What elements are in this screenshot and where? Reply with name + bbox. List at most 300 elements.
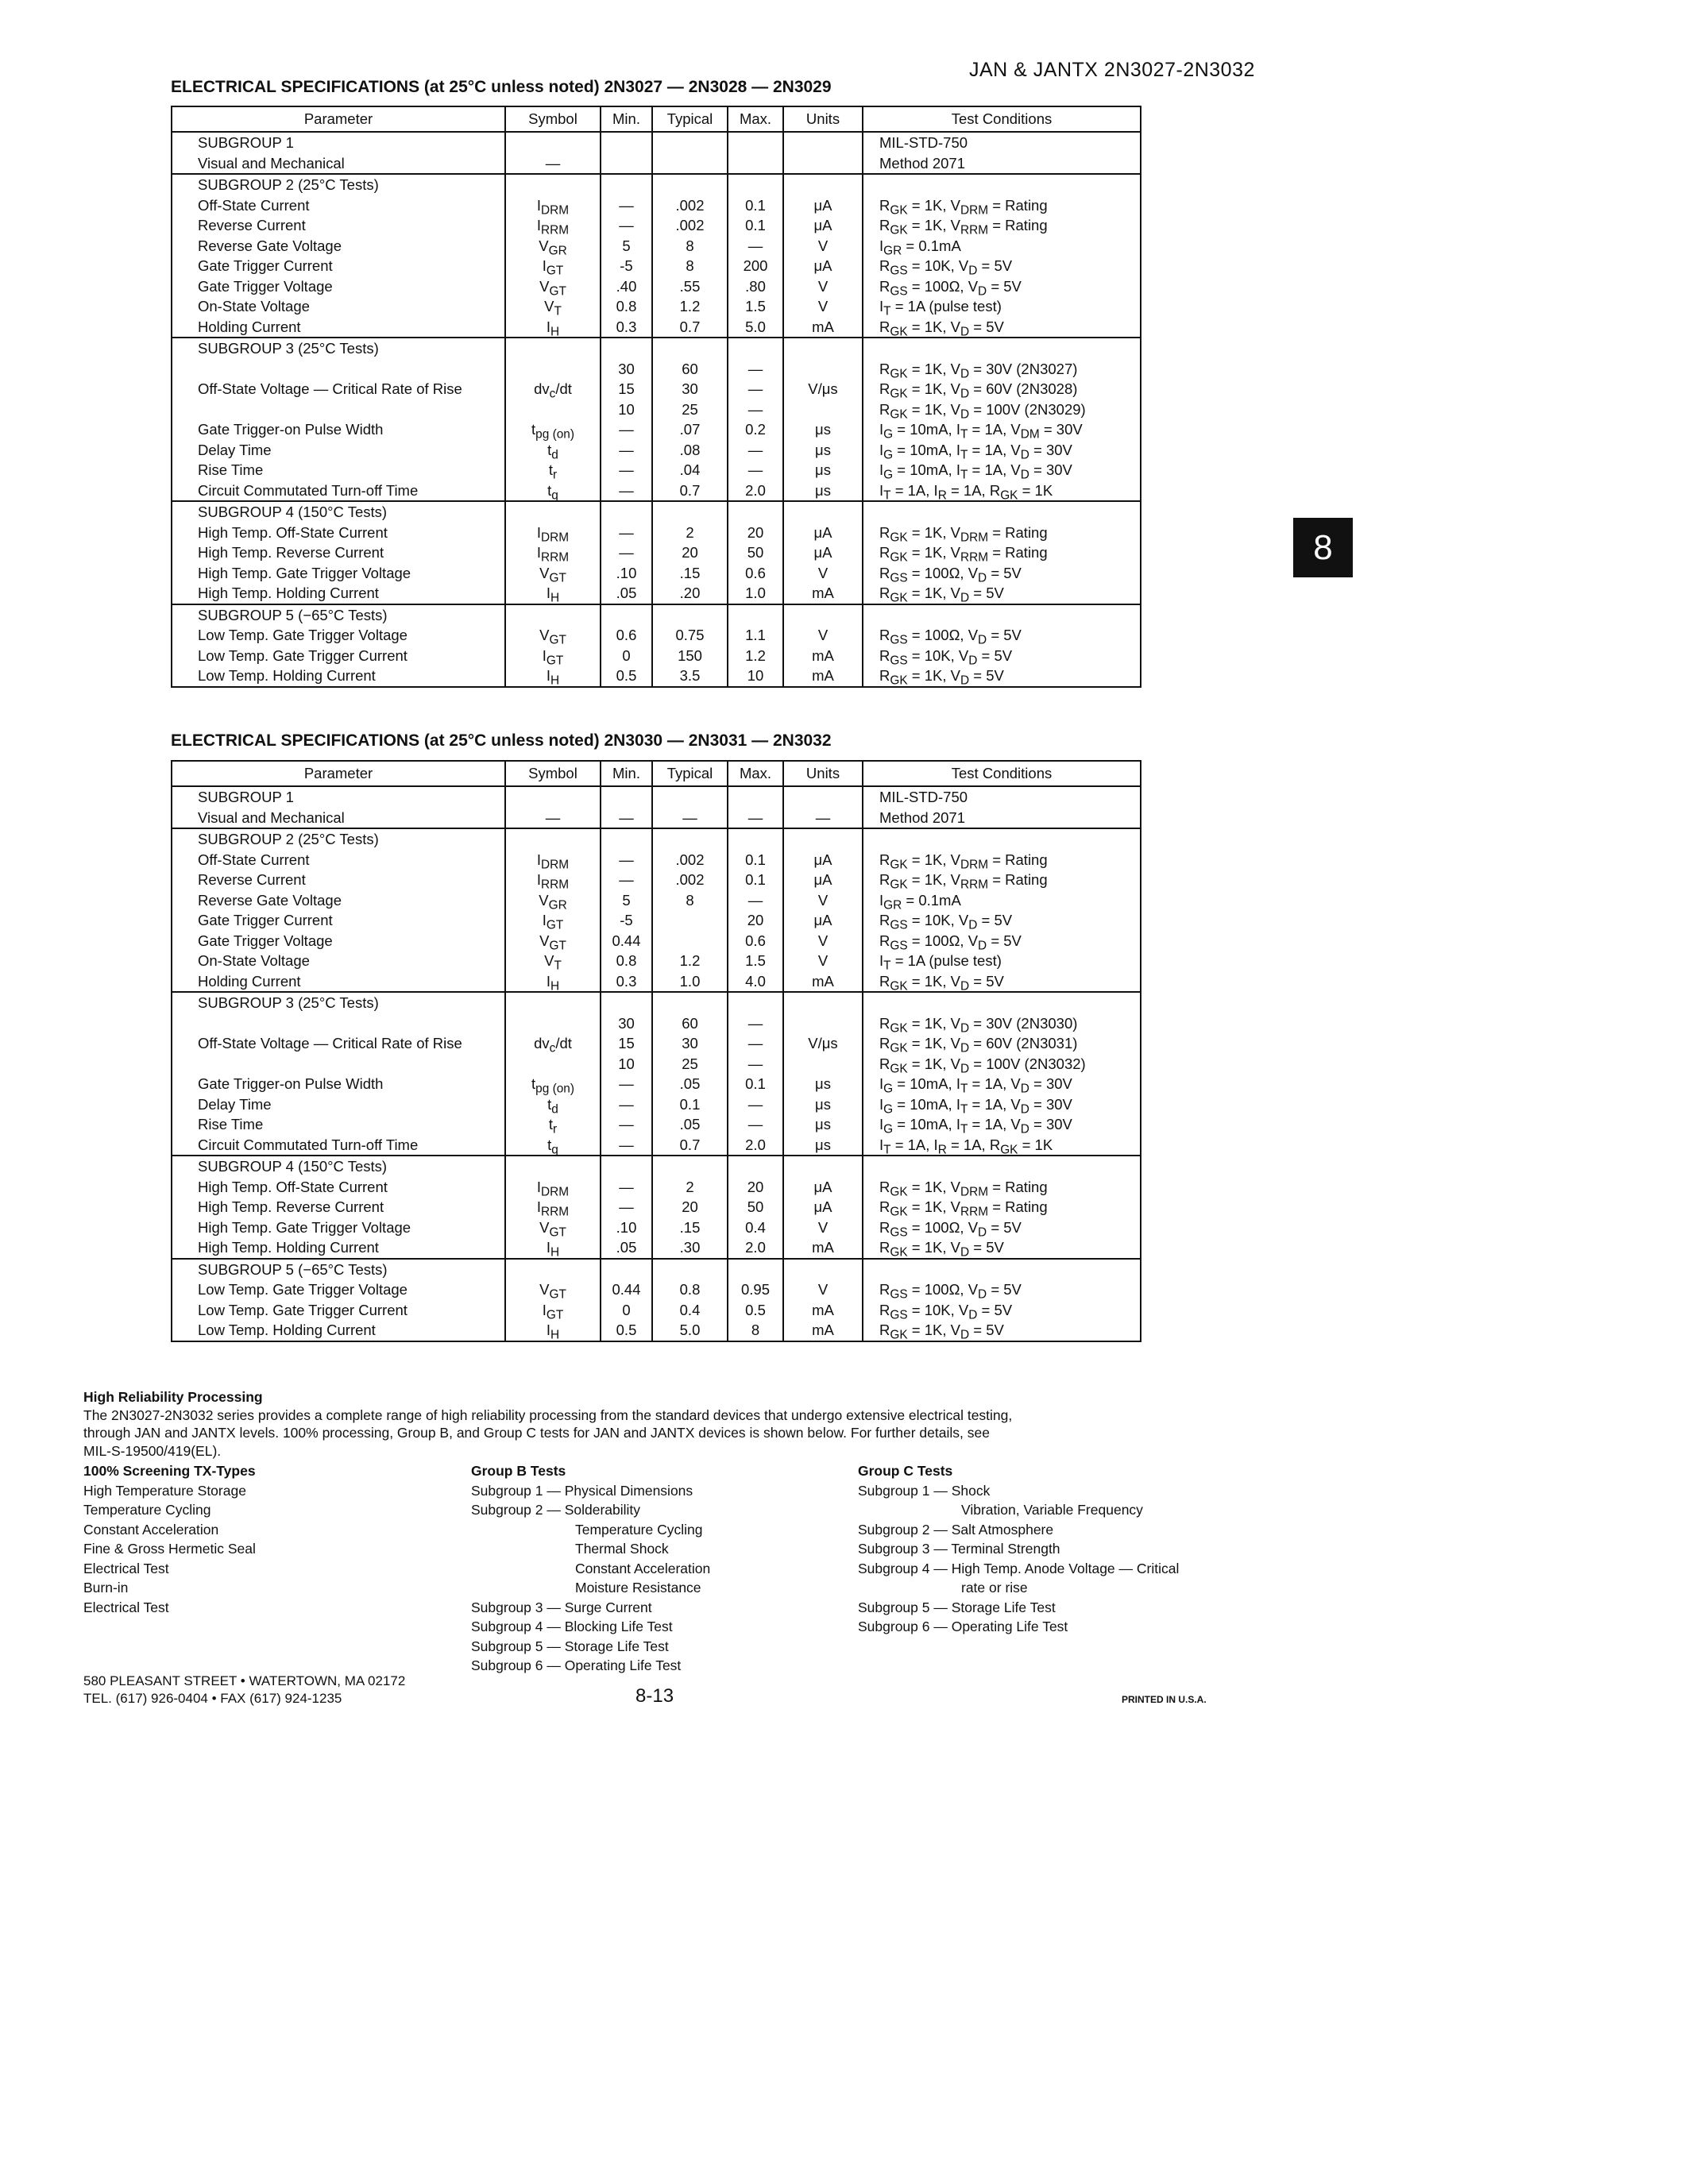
symbol-value: $I_{RRM}$ xyxy=(536,217,570,237)
cell-units xyxy=(783,1156,863,1259)
cell-min xyxy=(601,604,652,687)
cell-max xyxy=(728,132,783,174)
typical-value: 0.7 xyxy=(679,481,701,499)
min-value: 10 xyxy=(618,400,635,418)
units-value xyxy=(784,1156,862,1177)
param-value: Delay Time xyxy=(198,1095,272,1113)
param-value: High Temp. Gate Trigger Voltage xyxy=(198,564,411,581)
min-value: 15 xyxy=(618,1035,635,1051)
conditions-value: $R_{GK} = 1K$, $V_D = 60V$ (2N3031) xyxy=(879,1035,1078,1055)
symbol-value: $t_r$ xyxy=(548,461,558,482)
symbol-value: $I_{RRM}$ xyxy=(536,544,570,565)
high-reliability-title: High Reliability Processing xyxy=(83,1389,263,1405)
cell-typical xyxy=(652,828,728,992)
min-value: 0.6 xyxy=(616,627,637,643)
typical-value xyxy=(653,787,727,808)
spec-table-2 xyxy=(171,760,1141,1342)
group-b-item: Temperature Cycling xyxy=(575,1521,703,1538)
typical-value: 30 xyxy=(682,1035,698,1051)
group-c-item: Subgroup 5 — Storage Life Test xyxy=(858,1599,1056,1615)
conditions-value: $I_{GR} = 0.1mA$ xyxy=(879,891,961,913)
cell-param xyxy=(172,1156,505,1259)
units-value: μA xyxy=(813,217,832,233)
symbol-value xyxy=(506,1013,600,1034)
screening-column xyxy=(83,1461,256,1617)
conditions-value: $R_{GK} = 1K$, $V_D = 30V$ (2N3030) xyxy=(879,1014,1078,1036)
cell-units xyxy=(783,992,863,1156)
conditions-value: $R_{GK} = 1K$, $V_D = 5V$ xyxy=(879,585,1004,605)
column-header-max: Max. xyxy=(728,106,783,132)
symbol-value: $V_{GT}$ xyxy=(539,564,566,585)
high-reliability-section xyxy=(83,1388,1259,1460)
param-value xyxy=(198,359,504,380)
min-value: — xyxy=(619,441,634,458)
symbol-value xyxy=(506,605,600,626)
typical-value: .04 xyxy=(679,461,701,478)
symbol-value: $I_{DRM}$ xyxy=(536,523,570,545)
conditions-value: MIL-STD-750 xyxy=(879,789,968,805)
cell-max xyxy=(728,604,783,687)
min-value xyxy=(601,175,651,195)
group-c-item: Subgroup 2 — Salt Atmosphere xyxy=(858,1521,1054,1538)
symbol-value: $I_{GT}$ xyxy=(542,646,564,668)
cell-symbol xyxy=(505,174,601,338)
max-value xyxy=(728,787,782,808)
symbol-value: $I_{DRM}$ xyxy=(536,851,570,872)
units-value: V xyxy=(817,952,829,969)
max-value: — xyxy=(747,1116,763,1133)
conditions-value: $R_{GK} = 1K$, $V_D = 100V$ (2N3032) xyxy=(879,1055,1086,1076)
symbol-value xyxy=(506,175,600,195)
min-value: — xyxy=(619,1178,634,1195)
min-value xyxy=(601,1260,651,1280)
units-value: mA xyxy=(812,667,834,684)
param-value: SUBGROUP 1 xyxy=(198,134,294,151)
param-value: High Temp. Reverse Current xyxy=(198,1198,384,1215)
param-value: SUBGROUP 3 (25°C Tests) xyxy=(198,994,379,1011)
typical-value: .002 xyxy=(675,871,705,888)
typical-value: .002 xyxy=(675,851,705,868)
max-value xyxy=(728,153,782,174)
typical-value: 1.2 xyxy=(679,952,701,969)
column-header-symbol: Symbol xyxy=(505,106,601,132)
symbol-value: $t_d$ xyxy=(547,1095,558,1117)
units-value: V xyxy=(817,627,829,643)
typical-value xyxy=(653,993,727,1013)
conditions-value xyxy=(879,1260,1140,1280)
units-value: V xyxy=(817,1218,829,1236)
conditions-value: $I_T = 1A$ (pulse test) xyxy=(879,952,1002,973)
spec-title-2: ELECTRICAL SPECIFICATIONS (at 25°C unless noted) 2N3030 — 2N3031 — 2N3032 xyxy=(171,731,832,750)
param-value: Reverse Gate Voltage xyxy=(198,891,342,909)
min-value: — xyxy=(619,1075,634,1092)
max-value: 50 xyxy=(747,544,764,561)
typical-value: 25 xyxy=(682,400,698,418)
min-value: — xyxy=(619,808,634,826)
typical-value: 8 xyxy=(686,237,694,254)
units-value: mA xyxy=(812,646,834,664)
units-value xyxy=(784,1260,862,1280)
group-b-heading: Group B Tests xyxy=(471,1463,566,1479)
conditions-value: Method 2071 xyxy=(879,808,966,826)
typical-value xyxy=(653,605,727,626)
min-value: 0.8 xyxy=(616,952,637,969)
cell-typical xyxy=(652,501,728,604)
column-header-param: Parameter xyxy=(172,106,505,132)
conditions-value xyxy=(879,175,1140,195)
typical-value: — xyxy=(682,808,697,826)
max-value xyxy=(728,502,782,523)
units-value xyxy=(784,1013,862,1034)
min-value: — xyxy=(619,523,634,541)
conditions-value: $R_{GK} = 1K$, $V_{RRM}$ = Rating xyxy=(879,1198,1048,1219)
units-value: μs xyxy=(815,441,831,458)
symbol-value: $I_{DRM}$ xyxy=(536,196,570,218)
group-b-item: Constant Acceleration xyxy=(575,1560,711,1576)
param-value: SUBGROUP 5 (−65°C Tests) xyxy=(198,606,388,623)
units-value: V xyxy=(817,564,829,581)
cell-conditions xyxy=(863,1259,1141,1341)
symbol-value: $V_{GT}$ xyxy=(539,1281,566,1302)
conditions-value xyxy=(879,1156,1140,1177)
typical-value: .002 xyxy=(675,196,705,214)
cell-conditions xyxy=(863,992,1141,1156)
symbol-value xyxy=(506,133,600,153)
group-c-item: rate or rise xyxy=(961,1580,1028,1596)
typical-value: .55 xyxy=(679,277,701,295)
typical-value: 0.7 xyxy=(679,1136,701,1153)
param-value: Delay Time xyxy=(198,441,272,458)
typical-value: .08 xyxy=(679,441,701,458)
subgroup-block xyxy=(172,1156,1141,1259)
min-value: 0.8 xyxy=(616,298,637,314)
units-value: V/μs xyxy=(808,380,838,397)
cell-param xyxy=(172,132,505,174)
cell-units xyxy=(783,501,863,604)
param-value: Gate Trigger Current xyxy=(198,912,333,928)
max-value: — xyxy=(747,400,763,418)
max-value: 20 xyxy=(747,1178,764,1195)
typical-value: 2 xyxy=(686,523,694,541)
param-value: Reverse Current xyxy=(198,217,306,233)
units-value: mA xyxy=(812,318,834,335)
min-value xyxy=(601,829,651,850)
typical-value: 20 xyxy=(682,1198,698,1215)
symbol-value xyxy=(506,338,600,359)
cell-symbol xyxy=(505,1259,601,1341)
min-value: — xyxy=(619,217,634,233)
min-value xyxy=(601,133,651,153)
units-value: μA xyxy=(813,196,832,214)
spec-table-1 xyxy=(171,106,1141,688)
footer-phone: TEL. (617) 926-0404 • FAX (617) 924-1235 xyxy=(83,1691,342,1706)
cell-typical xyxy=(652,786,728,828)
max-value: 20 xyxy=(747,912,764,928)
conditions-value xyxy=(879,338,1140,359)
cell-max xyxy=(728,174,783,338)
min-value: .10 xyxy=(616,564,637,581)
conditions-value: $I_G = 10mA$, $I_T = 1A$, $V_D = 30V$ xyxy=(879,441,1072,462)
column-header-conditions: Test Conditions xyxy=(863,761,1141,786)
max-value xyxy=(728,175,782,195)
cell-min xyxy=(601,338,652,501)
max-value: 200 xyxy=(743,257,768,274)
param-value xyxy=(198,399,504,420)
group-c-item: Subgroup 1 — Shock xyxy=(858,1482,991,1499)
symbol-value: $V_{GR}$ xyxy=(539,891,567,913)
cell-conditions xyxy=(863,604,1141,687)
screening-item: Electrical Test xyxy=(83,1560,169,1576)
min-value: -5 xyxy=(620,257,633,274)
conditions-value: $R_{GS} = 10K$, $V_D = 5V$ xyxy=(879,257,1013,278)
param-value: SUBGROUP 5 (−65°C Tests) xyxy=(198,1260,388,1278)
cell-conditions xyxy=(863,132,1141,174)
conditions-value: $R_{GS} = 100\Omega$, $V_D = 5V$ xyxy=(879,1218,1022,1240)
conditions-value: $I_T = 1A$ (pulse test) xyxy=(879,298,1002,318)
units-value xyxy=(784,338,862,359)
units-value xyxy=(784,399,862,420)
min-value: 5 xyxy=(622,237,631,254)
group-b-item: Moisture Resistance xyxy=(575,1580,701,1596)
symbol-value: $I_H$ xyxy=(546,585,560,605)
min-value: — xyxy=(619,1095,634,1113)
table-header-row xyxy=(172,761,1141,786)
printed-in-usa: PRINTED IN U.S.A. xyxy=(1122,1694,1207,1705)
param-value: On-State Voltage xyxy=(198,952,310,969)
cell-symbol xyxy=(505,992,601,1156)
conditions-value: $R_{GK} = 1K$, $V_D = 5V$ xyxy=(879,1239,1004,1260)
units-value: mA xyxy=(812,1239,834,1256)
min-value xyxy=(601,153,651,174)
max-value: 1.5 xyxy=(745,298,766,314)
conditions-value: $R_{GK} = 1K$, $V_{RRM}$ = Rating xyxy=(879,544,1048,565)
typical-value: 20 xyxy=(682,544,698,561)
units-value xyxy=(784,829,862,850)
column-header-param: Parameter xyxy=(172,761,505,786)
units-value: μs xyxy=(815,1116,831,1133)
symbol-value: — xyxy=(545,808,561,826)
column-header-typical: Typical xyxy=(652,106,728,132)
units-value: μA xyxy=(813,523,832,541)
group-b-item: Thermal Shock xyxy=(575,1541,669,1557)
symbol-value: $I_{GT}$ xyxy=(542,1301,564,1322)
column-header-min: Min. xyxy=(601,106,652,132)
max-value: — xyxy=(747,1014,763,1032)
typical-value: 30 xyxy=(682,380,698,397)
conditions-value: $R_{GS} = 10K$, $V_D = 5V$ xyxy=(879,646,1013,668)
symbol-value: — xyxy=(545,154,561,172)
typical-value: .30 xyxy=(679,1239,701,1256)
min-value xyxy=(601,787,651,808)
cell-symbol xyxy=(505,828,601,992)
conditions-value: $I_G = 10mA$, $I_T = 1A$, $V_D = 30V$ xyxy=(879,1095,1072,1117)
typical-value: .05 xyxy=(679,1116,701,1133)
conditions-value: Method 2071 xyxy=(879,154,966,172)
param-value: Rise Time xyxy=(198,461,264,478)
cell-units xyxy=(783,132,863,174)
param-value: Rise Time xyxy=(198,1116,264,1133)
param-value: Off-State Current xyxy=(198,851,310,868)
cell-min xyxy=(601,992,652,1156)
cell-min xyxy=(601,132,652,174)
conditions-value: $R_{GS} = 100\Omega$, $V_D = 5V$ xyxy=(879,277,1022,299)
group-b-item: Subgroup 5 — Storage Life Test xyxy=(471,1638,669,1654)
min-value: 15 xyxy=(618,380,635,397)
max-value xyxy=(728,1156,782,1177)
units-value: μs xyxy=(815,1095,831,1113)
cell-max xyxy=(728,338,783,501)
footer-address: 580 PLEASANT STREET • WATERTOWN, MA 02172 xyxy=(83,1673,406,1688)
param-value: Gate Trigger Voltage xyxy=(198,932,333,949)
typical-value: 3.5 xyxy=(679,667,701,684)
group-b-item: Subgroup 2 — Solderability xyxy=(471,1502,641,1518)
group-c-column xyxy=(858,1461,1179,1637)
cell-max xyxy=(728,992,783,1156)
cell-param xyxy=(172,828,505,992)
group-c-heading: Group C Tests xyxy=(858,1463,953,1479)
typical-value: 60 xyxy=(682,360,698,377)
min-value: 0 xyxy=(622,646,631,664)
cell-symbol xyxy=(505,786,601,828)
subgroup-block xyxy=(172,992,1141,1156)
min-value: — xyxy=(619,1116,634,1133)
symbol-value: $I_H$ xyxy=(546,667,560,688)
cell-typical xyxy=(652,992,728,1156)
table-header-row xyxy=(172,106,1141,132)
typical-value: 0.4 xyxy=(679,1301,701,1318)
typical-value: 60 xyxy=(682,1014,698,1032)
group-c-item: Subgroup 6 — Operating Life Test xyxy=(858,1619,1068,1634)
group-b-item: Subgroup 6 — Operating Life Test xyxy=(471,1657,682,1673)
units-value: μs xyxy=(815,1136,831,1153)
cell-conditions xyxy=(863,786,1141,828)
conditions-value: $R_{GK} = 1K$, $V_D = 5V$ xyxy=(879,667,1004,688)
units-value xyxy=(784,359,862,380)
min-value: — xyxy=(619,421,634,438)
param-value: Low Temp. Holding Current xyxy=(198,667,376,684)
units-value: V xyxy=(817,891,829,909)
max-value xyxy=(728,133,782,153)
max-value: 0.5 xyxy=(745,1301,766,1318)
units-value: μA xyxy=(813,257,832,274)
cell-conditions xyxy=(863,501,1141,604)
units-value xyxy=(784,175,862,195)
cell-units xyxy=(783,828,863,992)
symbol-value: $t_q$ xyxy=(547,481,558,503)
symbol-value xyxy=(506,399,600,420)
symbol-value: $V_{GR}$ xyxy=(539,237,567,258)
cell-param xyxy=(172,992,505,1156)
min-value xyxy=(601,605,651,626)
typical-value: 0.75 xyxy=(675,627,705,643)
typical-value: 5.0 xyxy=(679,1322,701,1338)
typical-value: 2 xyxy=(686,1178,694,1195)
param-value: SUBGROUP 4 (150°C Tests) xyxy=(198,1158,388,1175)
subgroup-block xyxy=(172,828,1141,992)
min-value: .40 xyxy=(616,277,637,295)
max-value: — xyxy=(747,360,763,377)
min-value: — xyxy=(619,481,634,499)
conditions-value: $R_{GK} = 1K$, $V_D = 5V$ xyxy=(879,972,1004,994)
high-reliability-line-1: The 2N3027-2N3032 series provides a complete range of high reliability processing from the standard devices that undergo extensive electrical testing, xyxy=(83,1406,1013,1423)
max-value: — xyxy=(747,1035,763,1051)
symbol-value: $dv_c/dt$ xyxy=(534,1035,572,1055)
max-value: 50 xyxy=(747,1198,764,1215)
max-value: 0.1 xyxy=(745,871,766,888)
conditions-value: $R_{GK} = 1K$, $V_D = 60V$ (2N3028) xyxy=(879,380,1078,401)
param-value: Gate Trigger-on Pulse Width xyxy=(198,421,384,438)
symbol-value: $V_{GT}$ xyxy=(539,627,566,647)
cell-typical xyxy=(652,338,728,501)
units-value xyxy=(784,1054,862,1075)
symbol-value: $I_H$ xyxy=(546,1322,560,1342)
symbol-value: $t_{pg (on)}$ xyxy=(531,1075,574,1096)
param-value: Off-State Current xyxy=(198,196,310,214)
min-value: .05 xyxy=(616,1239,637,1256)
conditions-value: $R_{GS} = 100\Omega$, $V_D = 5V$ xyxy=(879,627,1022,647)
units-value: μA xyxy=(813,912,832,928)
min-value: 0.3 xyxy=(616,318,637,335)
column-header-typical: Typical xyxy=(652,761,728,786)
param-value: Holding Current xyxy=(198,972,301,990)
spec-title-1: ELECTRICAL SPECIFICATIONS (at 25°C unless noted) 2N3027 — 2N3028 — 2N3029 xyxy=(171,78,832,96)
units-value xyxy=(784,993,862,1013)
cell-max xyxy=(728,1259,783,1341)
min-value: 0.5 xyxy=(616,667,637,684)
min-value: 0.44 xyxy=(612,1281,641,1298)
cell-conditions xyxy=(863,1156,1141,1259)
max-value: 0.1 xyxy=(745,196,766,214)
cell-max xyxy=(728,1156,783,1259)
max-value: — xyxy=(747,461,763,478)
column-header-max: Max. xyxy=(728,761,783,786)
cell-units xyxy=(783,338,863,501)
conditions-value: $I_G = 10mA$, $I_T = 1A$, $V_D = 30V$ xyxy=(879,461,1072,482)
conditions-value: $R_{GS} = 100\Omega$, $V_D = 5V$ xyxy=(879,564,1022,585)
max-value: 2.0 xyxy=(745,1239,766,1256)
typical-value xyxy=(653,931,727,951)
cell-max xyxy=(728,501,783,604)
symbol-value: $I_{RRM}$ xyxy=(536,871,570,892)
units-value: V xyxy=(817,932,829,949)
max-value: — xyxy=(747,1055,763,1072)
units-value xyxy=(784,605,862,626)
param-value: On-State Voltage xyxy=(198,298,310,314)
section-tab: 8 xyxy=(1293,518,1353,577)
units-value: V xyxy=(817,277,829,295)
conditions-value: $I_G = 10mA$, $I_T = 1A$, $V_{DM} = 30V$ xyxy=(879,421,1083,442)
conditions-value: $I_G = 10mA$, $I_T = 1A$, $V_D = 30V$ xyxy=(879,1075,1072,1096)
cell-max xyxy=(728,828,783,992)
cell-symbol xyxy=(505,338,601,501)
max-value: 0.1 xyxy=(745,851,766,868)
typical-value: .07 xyxy=(679,421,701,438)
conditions-value: $R_{GK} = 1K$, $V_D = 5V$ xyxy=(879,1322,1004,1342)
min-value xyxy=(601,993,651,1013)
subgroup-block xyxy=(172,604,1141,687)
units-value xyxy=(784,502,862,523)
typical-value: 0.1 xyxy=(679,1095,701,1113)
param-value: SUBGROUP 4 (150°C Tests) xyxy=(198,504,388,520)
max-value: — xyxy=(747,380,763,397)
units-value: — xyxy=(815,808,831,826)
min-value: .05 xyxy=(616,585,637,601)
conditions-value: $R_{GK} = 1K$, $V_{RRM}$ = Rating xyxy=(879,871,1048,892)
max-value: 1.5 xyxy=(745,952,766,969)
conditions-value: $I_T = 1A$, $I_R = 1A$, $R_{GK} = 1K$ xyxy=(879,481,1053,503)
max-value xyxy=(728,993,782,1013)
max-value: 0.95 xyxy=(740,1281,770,1298)
